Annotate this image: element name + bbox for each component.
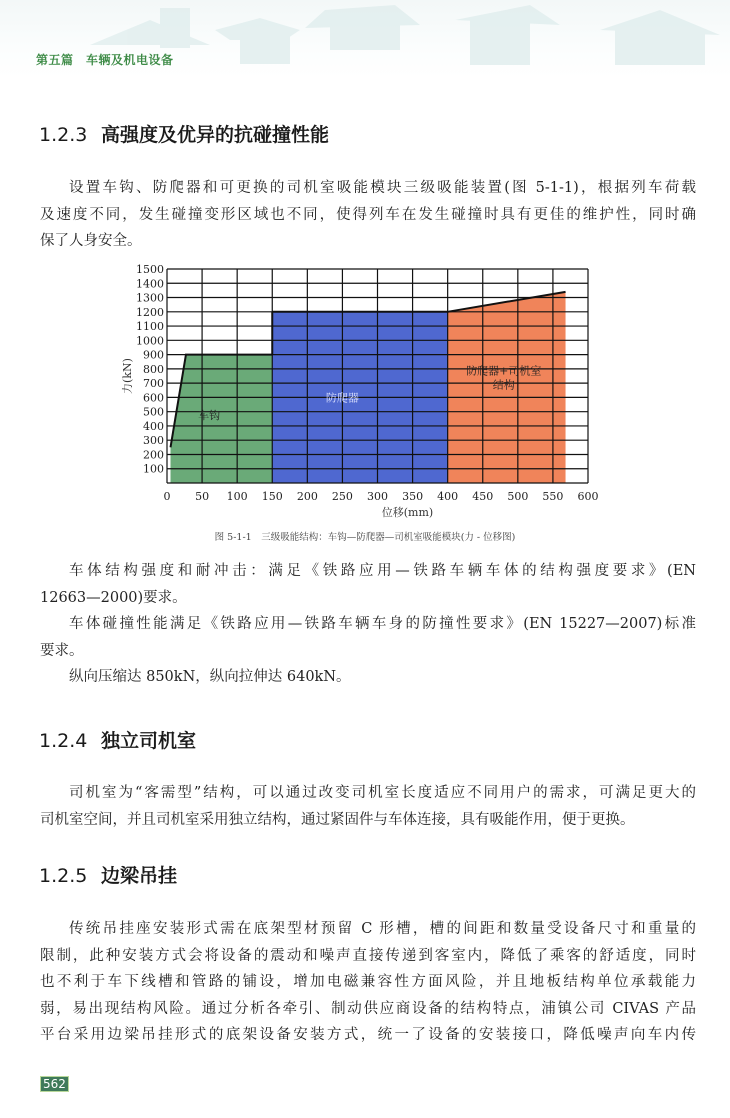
text-line: 也不利于车下线槽和管路的铺设，增加电磁兼容性方面风险，并且地板结构单位承载能力 — [40, 974, 696, 990]
y-tick-label: 1100 — [136, 320, 164, 334]
text-line: 弱，易出现结构风险。通过分析各牵引、制动供应商设备的结构特点，浦镇公司 CIVAS 产品 — [40, 1000, 696, 1017]
section-number: 1.2.5 — [39, 865, 88, 887]
series-label: 结构 — [492, 378, 515, 392]
text-line: 限制，此种安装方式会将设备的震动和噪声直接传递到客室内，降低了乘客的舒适度，同时 — [40, 947, 696, 964]
y-tick-label: 900 — [143, 348, 164, 362]
paragraph-side-beam — [40, 916, 696, 1049]
text-line: 车体结构强度和耐冲击：满足《铁路应用—铁路车辆车体的结构强度要求》(EN — [69, 563, 696, 579]
text-line: 纵向压缩达 850kN，纵向拉伸达 640kN。 — [69, 669, 351, 685]
section-title: 边梁吊挂 — [101, 865, 178, 887]
y-tick-label: 200 — [143, 448, 164, 462]
text-line: 保了人身安全。 — [40, 233, 142, 249]
y-tick-label: 1000 — [136, 334, 164, 348]
text-line: 司机室为“客需型”结构，可以通过改变司机室长度适应不同用户的需求，可满足更大的 — [69, 785, 696, 801]
text-line: 车体碰撞性能满足《铁路应用—铁路车辆车身的防撞性要求》(EN 15227—2007)标准 — [69, 616, 696, 632]
section-title: 高强度及优异的抗碰撞性能 — [101, 124, 330, 146]
y-tick-label: 100 — [143, 462, 164, 476]
y-tick-label: 400 — [143, 419, 164, 433]
section-heading-1-2-3 — [39, 120, 329, 147]
text-line: 平台采用边梁吊挂形式的底架设备安装方式，统一了设备的安装接口，降低噪声向车内传 — [40, 1027, 696, 1043]
y-tick-label: 300 — [143, 434, 164, 448]
figure-caption: 图 5-1-1 三级吸能结构：车钩—防爬器—司机室吸能模块(力 - 位移图) — [214, 532, 516, 543]
text-line: 司机室空间，并且司机室采用独立结构，通过紧固件与车体连接，具有吸能作用，便于更换。 — [40, 811, 635, 828]
x-tick-label: 150 — [261, 490, 283, 503]
x-tick-label: 550 — [542, 490, 564, 503]
paragraph-collision-intro — [40, 175, 696, 255]
x-axis-label: 位移(mm) — [381, 506, 434, 519]
y-tick-label: 500 — [143, 405, 164, 419]
paragraph-strength — [40, 558, 696, 691]
x-tick-label: 450 — [472, 490, 494, 503]
text-line: 及速度不同，发生碰撞变形区域也不同，使得列车在发生碰撞时具有更佳的维护性，同时确 — [40, 206, 696, 223]
x-tick-label: 50 — [195, 490, 210, 503]
section-title: 独立司机室 — [101, 730, 197, 752]
text-line: 要求。 — [40, 642, 84, 659]
y-tick-label: 700 — [143, 377, 164, 391]
force-displacement-chart — [0, 255, 730, 525]
x-tick-label: 500 — [507, 490, 529, 503]
x-tick-label: 350 — [402, 490, 424, 503]
section-heading-1-2-5 — [39, 861, 177, 888]
text-line: 传统吊挂座安装形式需在底架型材预留 C 形槽，槽的间距和数量受设备尺寸和重量的 — [69, 921, 696, 937]
y-tick-label: 1400 — [136, 277, 164, 291]
y-tick-label: 1300 — [136, 291, 164, 305]
text-line: 设置车钩、防爬器和可更换的司机室吸能模块三级吸能装置(图 5-1-1)，根据列车荷载 — [69, 180, 696, 196]
x-tick-label: 600 — [577, 490, 599, 503]
page-number: 562 — [40, 1076, 69, 1092]
paragraph-cab — [40, 780, 696, 833]
x-tick-label: 250 — [331, 490, 353, 503]
series-label: 车钩 — [198, 408, 221, 422]
y-tick-label: 600 — [143, 391, 164, 405]
text-line: 12663—2000)要求。 — [40, 589, 187, 606]
x-tick-label: 0 — [163, 490, 171, 503]
section-heading-1-2-4 — [39, 726, 196, 753]
area-coupler — [171, 355, 273, 483]
y-axis-label: 力(kN) — [121, 358, 134, 394]
chapter-header: 第五篇 车辆及机电设备 — [36, 53, 174, 67]
y-tick-label: 1200 — [136, 305, 164, 319]
header-banner — [0, 0, 730, 78]
x-tick-label: 400 — [437, 490, 459, 503]
section-number: 1.2.3 — [39, 124, 88, 146]
series-label: 防爬器+司机室 — [466, 364, 542, 378]
y-tick-label: 800 — [143, 362, 164, 376]
section-number: 1.2.4 — [39, 730, 88, 752]
x-tick-label: 200 — [296, 490, 318, 503]
y-tick-label: 1500 — [136, 263, 164, 276]
x-tick-label: 300 — [367, 490, 388, 503]
series-label: 防爬器 — [325, 391, 359, 405]
x-tick-label: 100 — [226, 490, 248, 503]
